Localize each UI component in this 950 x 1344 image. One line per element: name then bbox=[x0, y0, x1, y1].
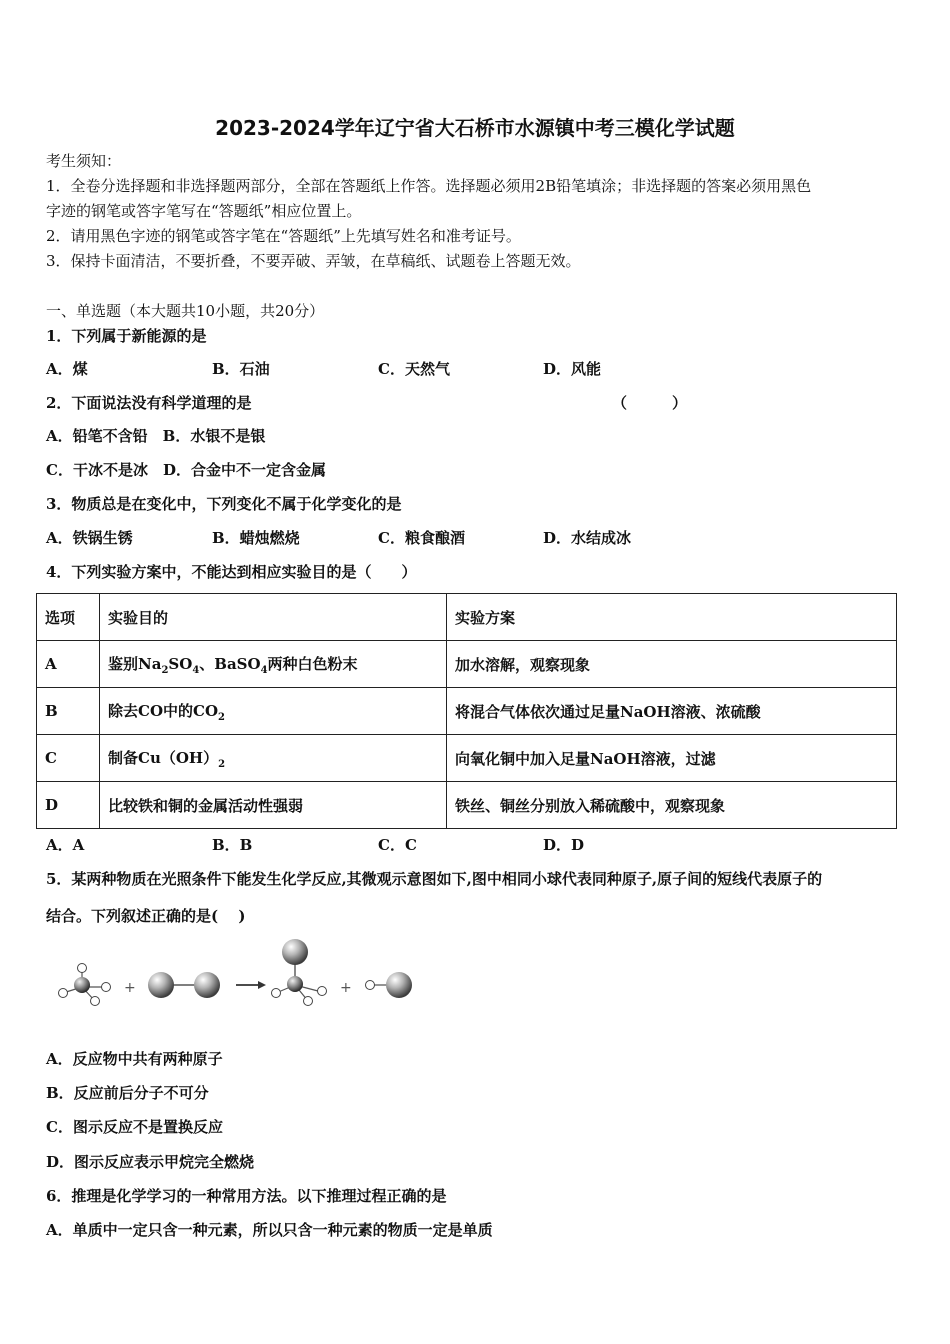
table-row bbox=[37, 782, 897, 829]
q6-stem: 6．推理是化学学习的一种常用方法。以下推理过程正确的是 bbox=[46, 1187, 447, 1205]
q2-options-cd: C．干冰不是冰 D．合金中不一定含金属 bbox=[46, 461, 326, 479]
reaction-arrow bbox=[236, 981, 266, 989]
q4-stem: 4．下列实验方案中，不能达到相应实验目的是（ ） bbox=[46, 563, 417, 581]
notice-line-1a: 1．全卷分选择题和非选择题两部分，全部在答题纸上作答。选择题必须用2B铅笔填涂；非选择题的答案必须用黑色 bbox=[46, 177, 812, 195]
header-goal: 实验目的 bbox=[100, 594, 447, 641]
q3-stem: 3．物质总是在变化中，下列变化不属于化学变化的是 bbox=[46, 495, 402, 513]
q5-stem-1: 5．某两种物质在光照条件下能发生化学反应,其微观示意图如下,图中相同小球代表同种原子,原子间的短线代表原子的 bbox=[46, 870, 823, 888]
experiment-table bbox=[36, 593, 897, 829]
row-b-plan: 将混合气体依次通过足量NaOH溶液、浓硫酸 bbox=[447, 688, 897, 735]
notice-line-3: 3．保持卡面清洁，不要折叠，不要弄破、弄皱，在草稿纸、试题卷上答题无效。 bbox=[46, 252, 581, 270]
q4-option-c: C．C bbox=[378, 836, 417, 854]
hydrogen-chloride-molecule bbox=[366, 972, 413, 998]
chloromethane-molecule bbox=[272, 939, 327, 1006]
q4-option-a: A．A bbox=[46, 836, 85, 854]
q2-options-ab: A．铅笔不含铅 B．水银不是银 bbox=[46, 427, 266, 445]
q1-option-a: A．煤 bbox=[46, 360, 88, 378]
row-b-option: B bbox=[37, 688, 100, 735]
q5-option-a: A．反应物中共有两种原子 bbox=[46, 1050, 223, 1068]
q3-option-d: D．水结成冰 bbox=[543, 529, 632, 547]
reaction-diagram bbox=[50, 935, 420, 1015]
page-title: 2023-2024学年辽宁省大石桥市水源镇中考三模化学试题 bbox=[215, 116, 735, 140]
chlorine-molecule bbox=[148, 972, 220, 998]
q1-stem: 1．下列属于新能源的是 bbox=[46, 327, 207, 345]
q3-option-b: B．蜡烛燃烧 bbox=[212, 529, 300, 547]
row-d-goal: 比较铁和铜的金属活动性强弱 bbox=[100, 782, 447, 829]
q1-option-b: B．石油 bbox=[212, 360, 270, 378]
q3-option-a: A．铁锅生锈 bbox=[46, 529, 133, 547]
row-a-option: A bbox=[37, 641, 100, 688]
notice-line-2: 2．请用黑色字迹的钢笔或答字笔在“答题纸”上先填写姓名和准考证号。 bbox=[46, 227, 521, 245]
q2-stem: 2．下面说法没有科学道理的是 bbox=[46, 394, 252, 412]
header-plan: 实验方案 bbox=[447, 594, 897, 641]
notice-heading: 考生须知： bbox=[46, 152, 122, 170]
table-row bbox=[37, 641, 897, 688]
row-b-goal: 除去CO中的$CO_2$ bbox=[100, 688, 447, 735]
q3-option-c: C．粮食酿酒 bbox=[378, 529, 465, 547]
notice-line-1b: 字迹的钢笔或答字笔写在“答题纸”相应位置上。 bbox=[46, 202, 362, 220]
plus-sign-1: + bbox=[124, 980, 136, 996]
row-c-plan: 向氧化铜中加入足量NaOH溶液，过滤 bbox=[447, 735, 897, 782]
q5-option-c: C．图示反应不是置换反应 bbox=[46, 1118, 223, 1136]
section-heading: 一、单选题（本大题共10小题，共20分） bbox=[46, 302, 325, 320]
q1-option-d: D．风能 bbox=[543, 360, 602, 378]
header-option: 选项 bbox=[37, 594, 100, 641]
table-header-row bbox=[37, 594, 897, 641]
q1-option-c: C．天然气 bbox=[378, 360, 450, 378]
q4-option-b: B．B bbox=[212, 836, 253, 854]
row-c-goal: 制备$Cu(OH)_2$ bbox=[100, 735, 447, 782]
plus-sign-2: + bbox=[340, 980, 352, 996]
q4-option-d: D．D bbox=[543, 836, 585, 854]
q6-option-a: A．单质中一定只含一种元素，所以只含一种元素的物质一定是单质 bbox=[46, 1221, 493, 1239]
q5-option-b: B．反应前后分子不可分 bbox=[46, 1084, 209, 1102]
row-a-goal: 鉴别$Na_2SO_4$、BaSO$_4$两种白色粉末 bbox=[100, 641, 447, 688]
q2-blank: （ ） bbox=[612, 394, 688, 412]
row-c-option: C bbox=[37, 735, 100, 782]
row-a-plan: 加水溶解，观察现象 bbox=[447, 641, 897, 688]
row-d-option: D bbox=[37, 782, 100, 829]
table-row bbox=[37, 735, 897, 782]
methane-molecule bbox=[59, 964, 111, 1006]
q5-stem-2: 结合。下列叙述正确的是( ) bbox=[46, 907, 246, 925]
row-d-plan: 铁丝、铜丝分别放入稀硫酸中，观察现象 bbox=[447, 782, 897, 829]
q5-option-d: D．图示反应表示甲烷完全燃烧 bbox=[46, 1153, 255, 1171]
table-row bbox=[37, 688, 897, 735]
